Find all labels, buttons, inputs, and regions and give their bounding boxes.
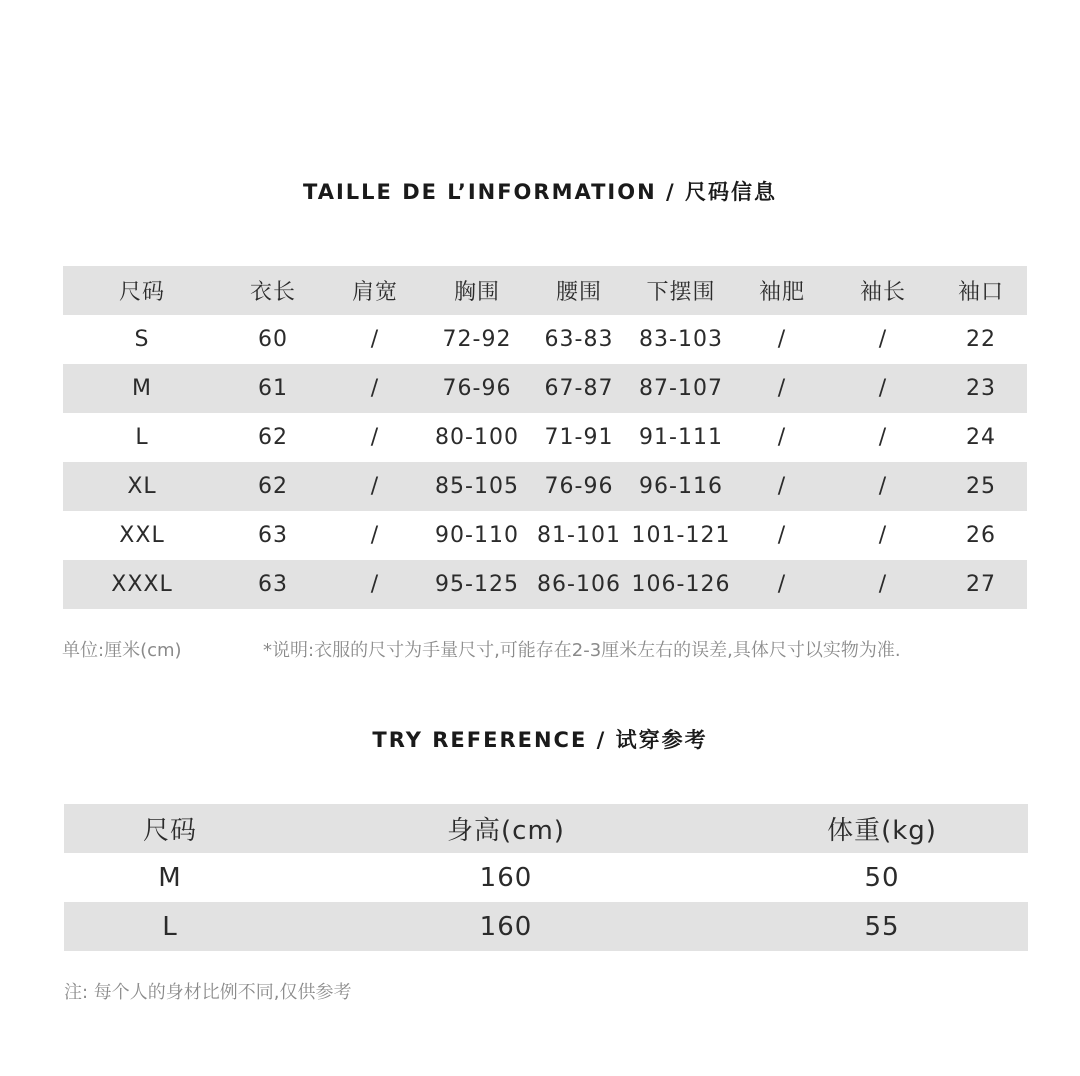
table-cell: 76-96 <box>544 474 614 499</box>
table-cell: 106-126 <box>631 572 731 597</box>
table-cell: 96-116 <box>639 474 723 499</box>
table-cell: / <box>878 572 888 597</box>
column-header: 尺码 <box>118 280 165 305</box>
column-header: 袖口 <box>957 280 1004 305</box>
table-cell: S <box>134 327 150 352</box>
table-cell: 22 <box>966 327 996 352</box>
table-cell: 81-101 <box>537 523 621 548</box>
column-header: 身高(cm) <box>447 816 565 846</box>
table-row <box>63 413 1027 462</box>
column-header: 衣长 <box>249 280 296 305</box>
table-cell: / <box>370 572 380 597</box>
table-cell: 72-92 <box>442 327 512 352</box>
table-cell: 62 <box>258 474 288 499</box>
footnote: 注: 每个人的身材比例不同,仅供参考 <box>64 982 352 1003</box>
table-row <box>63 511 1027 560</box>
size-chart-table <box>63 266 1027 609</box>
table-cell: 101-121 <box>631 523 731 548</box>
table-cell: / <box>878 425 888 450</box>
table-header-row <box>64 804 1028 853</box>
table-cell: / <box>370 474 380 499</box>
table-cell: 86-106 <box>537 572 621 597</box>
column-header: 下摆围 <box>646 280 716 305</box>
table-cell: 27 <box>966 572 996 597</box>
table-cell: XXXL <box>111 572 173 597</box>
table-cell: / <box>777 572 787 597</box>
table-cell: 80-100 <box>435 425 519 450</box>
table-cell: 63 <box>258 523 288 548</box>
table-cell: 160 <box>479 862 533 893</box>
table-cell: / <box>370 425 380 450</box>
table-cell: 83-103 <box>639 327 723 352</box>
column-header: 腰围 <box>555 280 602 305</box>
table-cell: / <box>777 327 787 352</box>
table-cell: 160 <box>479 911 533 942</box>
column-header: 袖肥 <box>758 280 805 305</box>
table-cell: 76-96 <box>442 376 512 401</box>
table-cell: 67-87 <box>544 376 614 401</box>
table-cell: / <box>370 327 380 352</box>
column-header: 袖长 <box>859 280 906 305</box>
table-cell: 63-83 <box>544 327 614 352</box>
table-cell: 85-105 <box>435 474 519 499</box>
table-cell: L <box>135 425 149 450</box>
table-cell: 61 <box>258 376 288 401</box>
column-header: 胸围 <box>453 280 500 305</box>
table-cell: XL <box>127 474 157 499</box>
table-row <box>63 462 1027 511</box>
table-cell: 91-111 <box>639 425 723 450</box>
table-cell: / <box>777 523 787 548</box>
column-header: 肩宽 <box>351 280 398 305</box>
unit-note: 单位:厘米(cm) <box>62 640 182 661</box>
table-row <box>63 315 1027 364</box>
table-cell: 62 <box>258 425 288 450</box>
table-cell: / <box>878 523 888 548</box>
table-cell: / <box>370 523 380 548</box>
table-cell: / <box>777 376 787 401</box>
table-cell: M <box>132 376 152 401</box>
table-cell: 26 <box>966 523 996 548</box>
table-header-row <box>63 266 1027 315</box>
column-header: 尺码 <box>142 816 197 846</box>
table-cell: 63 <box>258 572 288 597</box>
table-cell: / <box>878 327 888 352</box>
table-cell: L <box>162 911 178 942</box>
table-cell: 87-107 <box>639 376 723 401</box>
table-row <box>63 364 1027 413</box>
size-info-title: TAILLE DE L’INFORMATION / 尺码信息 <box>303 180 777 204</box>
try-reference-title: TRY REFERENCE / 试穿参考 <box>372 728 708 752</box>
table-cell: M <box>158 862 182 893</box>
table-cell: / <box>777 474 787 499</box>
table-cell: 55 <box>864 911 900 942</box>
table-cell: 60 <box>258 327 288 352</box>
table-row <box>64 902 1028 951</box>
table-cell: / <box>878 474 888 499</box>
table-row <box>64 853 1028 902</box>
table-cell: 25 <box>966 474 996 499</box>
table-cell: 90-110 <box>435 523 519 548</box>
table-row <box>63 560 1027 609</box>
table-cell: 50 <box>864 862 900 893</box>
column-header: 体重(kg) <box>827 816 937 846</box>
try-reference-table <box>64 804 1028 951</box>
table-cell: / <box>370 376 380 401</box>
table-cell: / <box>878 376 888 401</box>
table-cell: XXL <box>119 523 165 548</box>
table-cell: / <box>777 425 787 450</box>
table-cell: 71-91 <box>544 425 614 450</box>
table-cell: 24 <box>966 425 996 450</box>
table-cell: 23 <box>966 376 996 401</box>
table-cell: 95-125 <box>435 572 519 597</box>
measurement-note: *说明:衣服的尺寸为手量尺寸,可能存在2-3厘米左右的误差,具体尺寸以实物为准. <box>263 640 901 661</box>
